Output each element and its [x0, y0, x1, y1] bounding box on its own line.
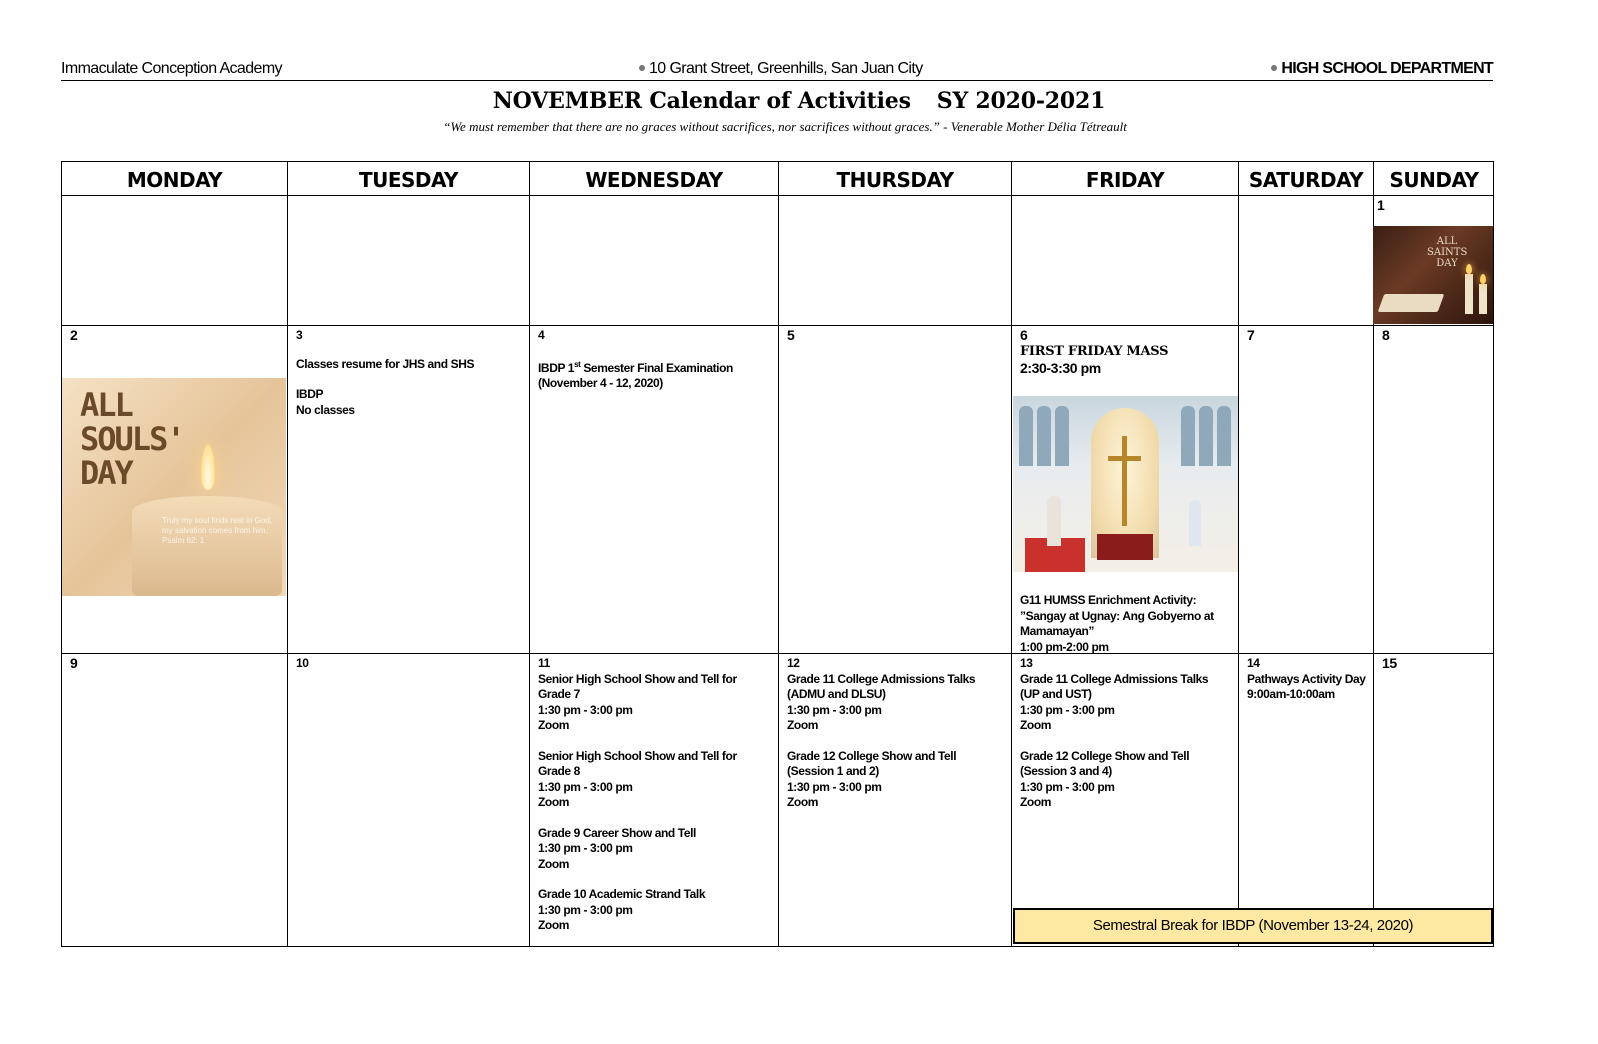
- date-number: 5: [787, 327, 795, 343]
- day-cell-13: 13 Grade 11 College Admissions Talks (UP and UST) 1:30 pm - 3:00 pm Zoom Grade 12 College Show and Tell (Session 3 and 4) 1:30 pm - 3:00 pm Zoom: [1020, 656, 1220, 811]
- day-cell-14: 14 Pathways Activity Day 9:00am-10:00am: [1247, 656, 1371, 703]
- day-header-friday: FRIDAY: [1085, 168, 1165, 192]
- day-cell-12: 12 Grade 11 College Admissions Talks (ADMU and DLSU) 1:30 pm - 3:00 pm Zoom Grade 12 College Show and Tell (Session 1 and 2) 1:30 pm - 3:00 pm Zoom: [787, 656, 987, 811]
- event-text: Senior High School Show and Tell for Grade 8: [538, 748, 737, 778]
- bullet-icon: [1271, 65, 1277, 71]
- date-number: 7: [1247, 327, 1255, 343]
- all-saints-day-label: ALL SAINTS DAY: [1427, 236, 1468, 269]
- quote: “We must remember that there are no graces without sacrifices, nor sacrifices without graces.” - Venerable Mother Délia Tétreault: [443, 119, 1127, 134]
- event-text: Pathways Activity Day: [1247, 671, 1366, 686]
- day-cell-3: [296, 328, 521, 418]
- event-text: Senior High School Show and Tell for Grade 7: [538, 671, 737, 701]
- calendar-grid: [61, 161, 1494, 947]
- date-number: 9: [70, 655, 78, 671]
- humss-activity: G11 HUMSS Enrichment Activity: ”Sangay at Ugnay: Ang Gobyerno at Mamamayan” 1:00 pm-2:00 pm: [1020, 593, 1214, 654]
- date-number: 3: [296, 328, 303, 342]
- date-number: 10: [296, 656, 309, 670]
- school-year: SY 2020-2021: [936, 88, 1106, 114]
- event-text: Grade 11 College Admissions Talks (ADMU and DLSU): [787, 671, 976, 701]
- day-cell-4: [538, 328, 773, 392]
- date-number: 1: [1377, 197, 1385, 213]
- letterhead: [61, 60, 1493, 81]
- date-number: 12: [787, 656, 800, 670]
- date-number: 15: [1382, 655, 1397, 671]
- day-header-monday: MONDAY: [126, 168, 223, 192]
- school-name: Immaculate Conception Academy: [61, 60, 282, 77]
- day-cell-6: [1020, 328, 1232, 377]
- event-text: (November 4 - 12, 2020): [538, 376, 663, 390]
- event-text: Grade 12 College Show and Tell (Session 1 and 2): [787, 748, 957, 778]
- event-text: No classes: [296, 402, 355, 417]
- psalm-verse: Truly my soul finds rest in God; my salvation comes from him. Psalm 62: 1: [162, 516, 272, 545]
- date-number: 14: [1247, 656, 1260, 670]
- first-friday-mass: FIRST FRIDAY MASS: [1020, 343, 1169, 359]
- date-number: 2: [70, 327, 78, 343]
- event-text: IBDP: [296, 387, 324, 401]
- day-header-wednesday: WEDNESDAY: [585, 168, 723, 192]
- date-number: 11: [538, 656, 550, 670]
- bullet-icon: [639, 65, 645, 71]
- day-header-thursday: THURSDAY: [836, 168, 954, 192]
- date-number: 13: [1020, 656, 1033, 670]
- date-number: 4: [538, 328, 545, 342]
- date-number: 6: [1020, 327, 1028, 343]
- day-cell-11: 11 Senior High School Show and Tell for Grade 7 1:30 pm - 3:00 pm Zoom Senior High School Show and Tell for Grade 8 1:30 pm - 3:00 pm Zoom Grade 9 Career Show and Tell 1:30 pm - 3:00 pm Zoom Grade 10 Academic Strand Talk 1:30 pm - 3:00 pm Zoom: [538, 656, 763, 934]
- day-header-sunday: SUNDAY: [1389, 168, 1479, 192]
- school-address: 10 Grant Street, Greenhills, San Juan City: [639, 60, 923, 78]
- day-header-tuesday: TUESDAY: [358, 168, 459, 192]
- event-text: Grade 12 College Show and Tell (Session 3 and 4): [1020, 748, 1190, 778]
- page-title: NOVEMBER Calendar of Activities SY 2020-2021: [492, 88, 1106, 114]
- event-text: Classes resume for JHS and SHS: [296, 356, 475, 371]
- mass-time: 2:30-3:30 pm: [1020, 360, 1101, 376]
- day-header-saturday: SATURDAY: [1248, 168, 1364, 192]
- event-text: IBDP 1st Semester Final Examination: [538, 359, 733, 375]
- semestral-break-banner: Semestral Break for IBDP (November 13-24, 2020): [1013, 908, 1493, 944]
- event-text: Grade 10 Academic Strand Talk: [538, 887, 706, 901]
- all-saints-day-image: [1373, 226, 1493, 324]
- event-text: Grade 9 Career Show and Tell: [538, 825, 696, 840]
- church-altar-image: [1013, 396, 1238, 572]
- all-souls-day-image: [62, 378, 286, 596]
- event-text: Grade 11 College Admissions Talks (UP and UST): [1020, 671, 1209, 701]
- department-name: HIGH SCHOOL DEPARTMENT: [1271, 60, 1493, 78]
- date-number: 8: [1382, 327, 1390, 343]
- all-souls-day-label: ALL SOULS' DAY: [80, 386, 184, 492]
